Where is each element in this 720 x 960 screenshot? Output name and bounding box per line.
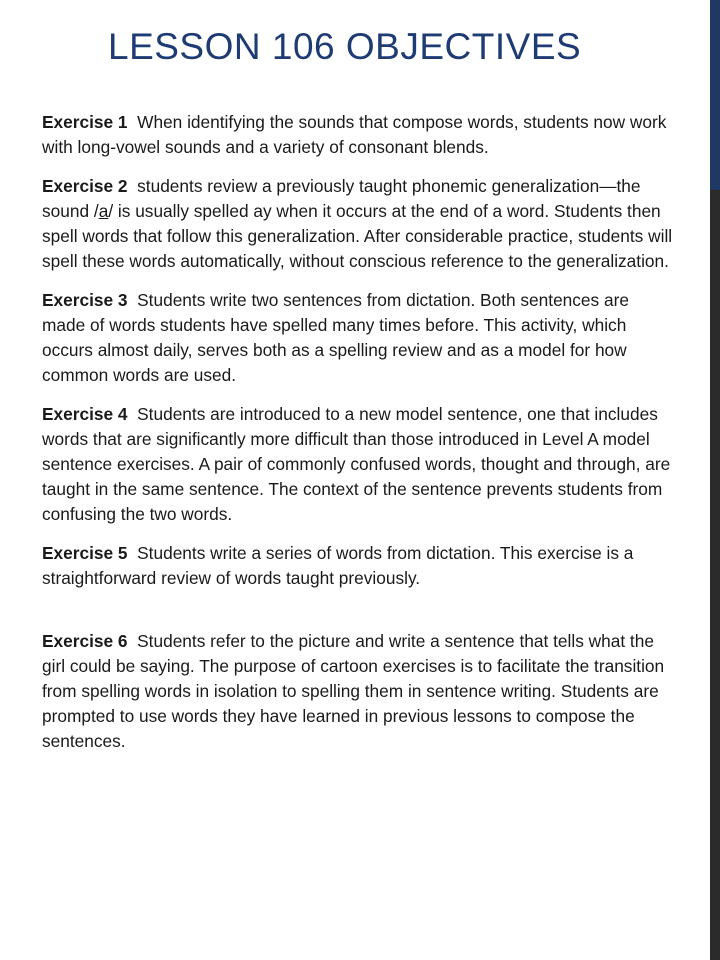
exercise-4-text: Students are introduced to a new model sentence, one that includes words that are significantly more difficult than those introduced in Level A model sentence exercises. A pair of commonly confused words, thought and through, are taught in the same sentence. The context of the sentence prevents students from confusing the two words.: [42, 404, 671, 524]
exercise-6-text: Students refer to the picture and write a sentence that tells what the girl could be saying. The purpose of cartoon exercises is to facilitate the transition from spelling words in isolation to spelling them in sentence writing. Students are prompted to use words they have learned in previous lessons to compose the sentences.: [42, 631, 665, 751]
exercise-1-label: Exercise 1: [42, 112, 128, 132]
exercise-3-label: Exercise 3: [42, 290, 128, 310]
exercise-2-paragraph: [42, 174, 674, 274]
slide-title: LESSON 106 OBJECTIVES: [108, 26, 582, 67]
exercise-3-text: Students write two sentences from dictation. Both sentences are made of words students have spelled many times before. This activity, which occurs almost daily, serves both as a spelling review and as a model for how common words are used.: [42, 290, 629, 385]
exercise-4-label: Exercise 4: [42, 404, 128, 424]
exercise-5-label: Exercise 5: [42, 543, 128, 563]
exercise-2-label: Exercise 2: [42, 176, 128, 196]
exercise-1-text: When identifying the sounds that compose words, students now work with long-vowel sounds and a variety of consonant blends.: [42, 112, 667, 157]
exercise-5-text: Students write a series of words from dictation. This exercise is a straightforward review of words taught previously.: [42, 543, 634, 588]
accent-bar-bottom: [710, 190, 720, 960]
objectives-list: [42, 110, 674, 768]
accent-bar-top: [710, 0, 720, 190]
exercise-6-paragraph: [42, 629, 674, 754]
exercise-4-paragraph: [42, 402, 674, 527]
exercise-1-paragraph: [42, 110, 674, 160]
exercise-3-paragraph: [42, 288, 674, 388]
exercise-2-underlined-letter: a: [98, 201, 109, 221]
exercise-5-paragraph: [42, 541, 674, 591]
exercise-2-text-after: / is usually spelled ay when it occurs at the end of a word. Students then spell words that follow this generalization. After considerable practice, students will spell these words automatically, without conscious reference to the generalization.: [42, 201, 673, 271]
exercise-6-label: Exercise 6: [42, 631, 128, 651]
exercise-2-text-before: students review a previously taught phonemic generalization—the sound /: [42, 176, 641, 221]
